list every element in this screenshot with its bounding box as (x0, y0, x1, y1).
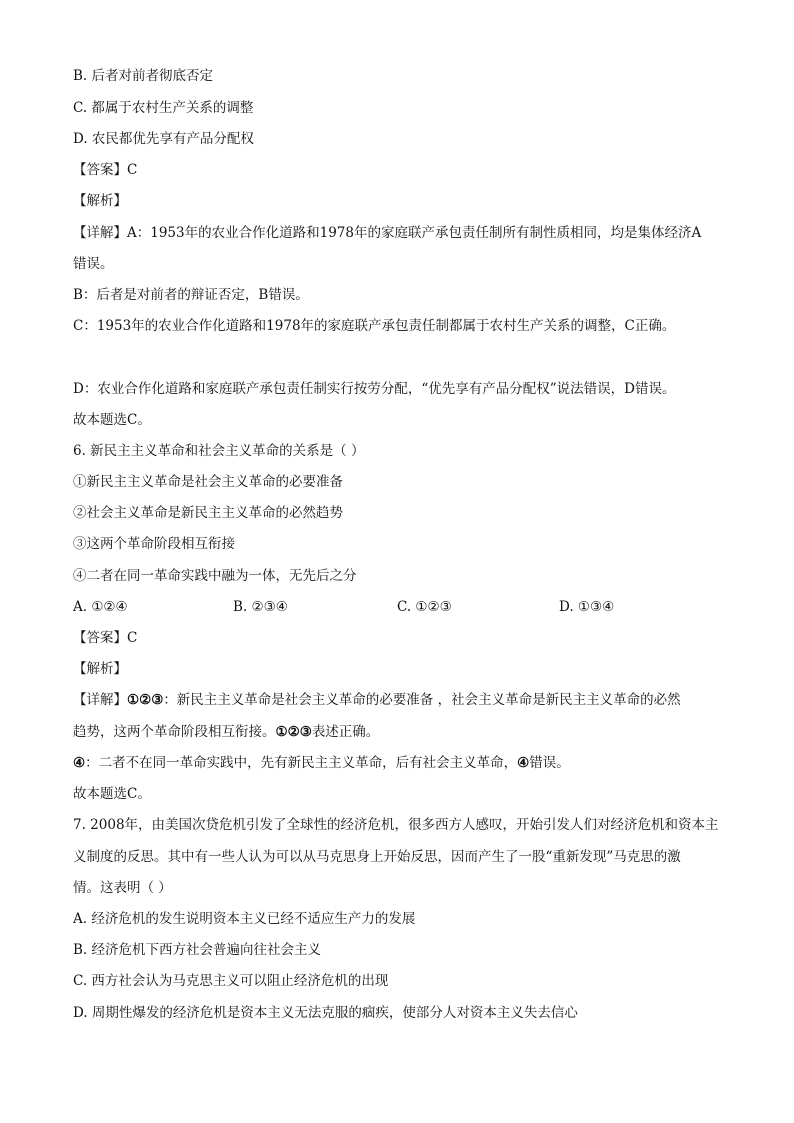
q6-detail-bold-2: ①②③ (275, 724, 312, 740)
q5-option-d: D. 农民都优先享有产品分配权 (73, 131, 254, 147)
q6-option-a: A. ①②④ (73, 599, 128, 615)
q6-detail-line2-post: 表述正确。 (311, 724, 380, 740)
q6-options (73, 597, 733, 617)
q5-option-b: B. 后者对前者彻底否定 (73, 68, 214, 84)
q5-detail-d: D：农业合作化道路和家庭联产承包责任制实行按劳分配，“优先享有产品分配权”说法错误，D错误。 (73, 381, 676, 397)
q5-detail-line1: 【详解】A：1953年的农业合作化道路和1978年的家庭联产承包责任制所有制性质相同，均是集体经济A (73, 225, 702, 241)
q7-stem-line1: 7. 2008年，由美国次贷危机引发了全球性的经济危机，很多西方人感叹，开始引发人们对经济危机和资本主 (73, 817, 719, 833)
q5-detail-b: B：后者是对前者的辩证否定，B错误。 (73, 287, 309, 303)
q6-detail-line2 (73, 722, 733, 742)
q6-statement-3: ③这两个革命阶段相互衔接 (73, 536, 235, 552)
q7-stem-line2: 义制度的反思。其中有一些人认为可以从马克思身上开始反思，因而产生了一股“重新发现”马克思的激 (73, 849, 681, 865)
q6-detail-line1 (73, 690, 733, 710)
q7-option-b: B. 经济危机下西方社会普遍向往社会主义 (73, 942, 322, 958)
q6-statement-2: ②社会主义革命是新民主主义革命的必然趋势 (73, 505, 343, 521)
q6-detail-bold-1: ①②③ (127, 692, 164, 708)
q6-option-c: C. ①②③ (397, 599, 452, 615)
q6-option-b: B. ②③④ (233, 599, 288, 615)
q6-detail-line3 (73, 753, 733, 773)
q6-statement-1: ①新民主主义革命是社会主义革命的必要准备 (73, 474, 343, 490)
q7-option-a: A. 经济危机的发生说明资本主义已经不适应生产力的发展 (73, 911, 416, 927)
q6-conclusion: 故本题选C。 (73, 786, 151, 802)
q5-conclusion: 故本题选C。 (73, 412, 151, 428)
q7-option-d: D. 周期性爆发的经济危机是资本主义无法克服的痼疾，使部分人对资本主义失去信心 (73, 1005, 578, 1021)
q5-detail-c: C：1953年的农业合作化道路和1978年的家庭联产承包责任制都属于农村生产关系的调整，C正确。 (73, 318, 676, 334)
q5-analysis-label: 【解析】 (73, 193, 127, 209)
q7-option-c: C. 西方社会认为马克思主义可以阻止经济危机的出现 (73, 973, 389, 989)
q6-statement-4: ④二者在同一革命实践中融为一体，无先后之分 (73, 568, 357, 584)
q6-detail-prefix: 【详解】 (73, 692, 127, 708)
q6-detail-line2-pre: 趋势，这两个革命阶段相互衔接。 (73, 724, 276, 740)
q7-stem-line3: 情。这表明（ ） (73, 880, 172, 896)
q6-answer: 【答案】C (73, 630, 138, 646)
q6-detail-line3-post: 错误。 (529, 755, 570, 771)
q5-detail-line2: 错误。 (73, 256, 114, 272)
q5-option-c: C. 都属于农村生产关系的调整 (73, 100, 254, 116)
q6-detail-line3-mid: ：二者不在同一革命实践中，先有新民主主义革命，后有社会主义革命， (85, 755, 518, 771)
q6-detail-bold-4: ④ (517, 755, 530, 771)
q6-option-d: D. ①③④ (559, 599, 615, 615)
q6-detail-line1-text: ：新民主主义革命是社会主义革命的必要准备 ，社会主义革命是新民主主义革命的必然 (163, 692, 681, 708)
q6-detail-bold-3: ④ (73, 755, 86, 771)
q6-analysis-label: 【解析】 (73, 661, 127, 677)
q6-stem: 6. 新民主主义革命和社会主义革命的关系是（ ） (73, 443, 365, 459)
q5-answer: 【答案】C (73, 162, 138, 178)
